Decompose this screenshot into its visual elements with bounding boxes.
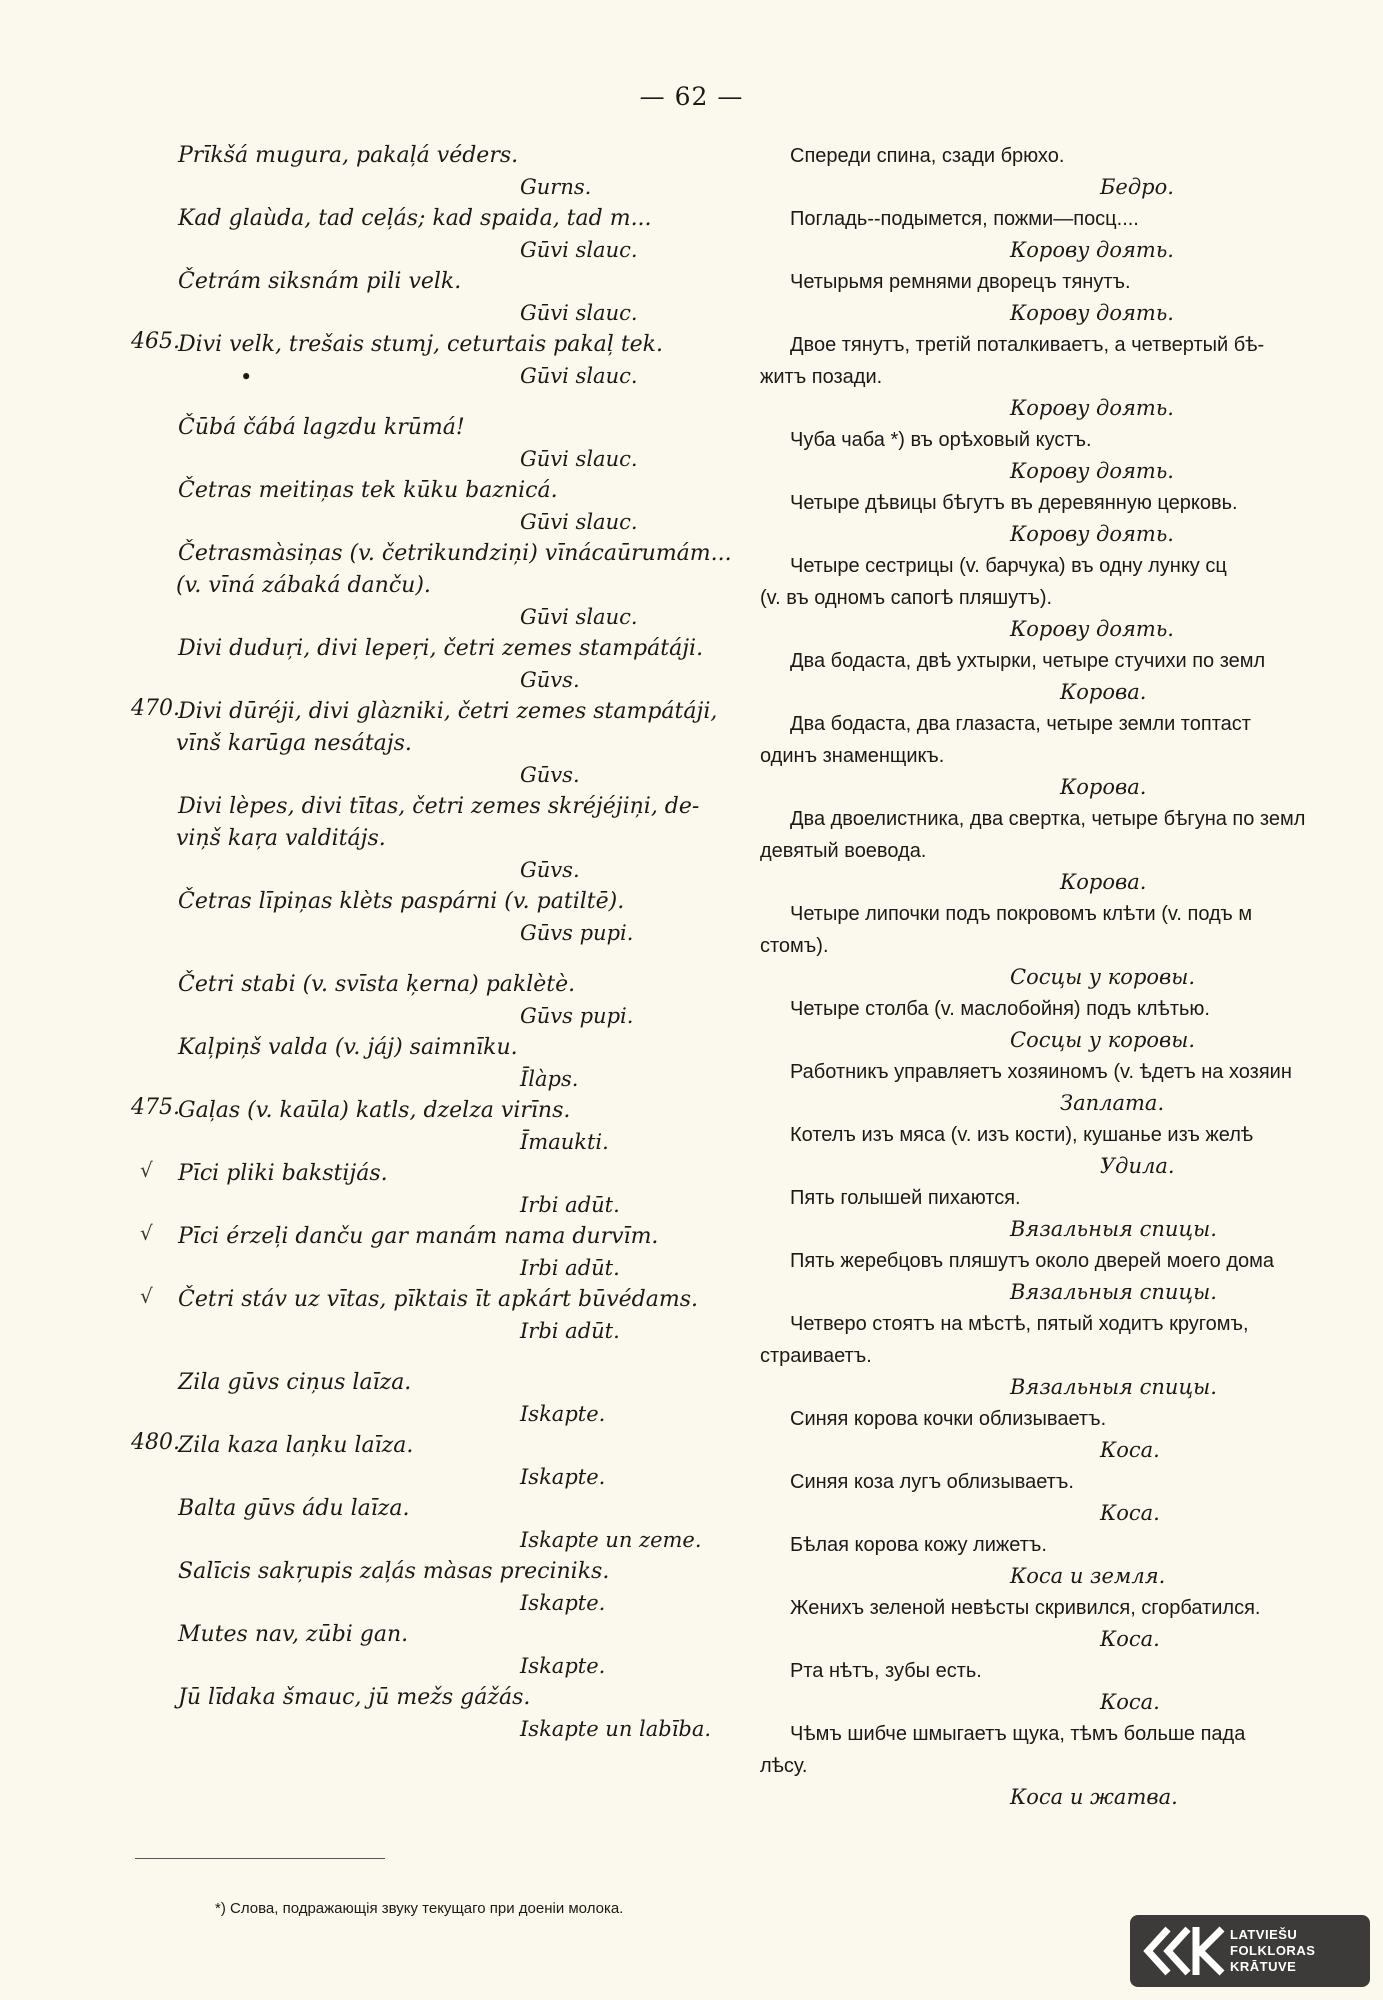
riddle-answer: Gūvi slauc. bbox=[520, 510, 638, 534]
riddle-text: Kad glaùda, tad ceļás; kad spaida, tad m... bbox=[178, 206, 652, 231]
riddle-text: Пять жеребцовъ пляшутъ около дверей моего дома bbox=[790, 1250, 1275, 1272]
riddle-answer: Коса. bbox=[1100, 1438, 1160, 1462]
riddle-answer: Gurns. bbox=[520, 175, 592, 199]
riddle-answer: Iskapte. bbox=[520, 1465, 606, 1489]
riddle-answer: Коса. bbox=[1100, 1627, 1160, 1651]
riddle-entry bbox=[760, 898, 1380, 993]
spacer bbox=[120, 949, 760, 969]
riddle-text: Четырьмя ремнями дворецъ тянутъ. bbox=[790, 271, 1131, 293]
riddle-text: стомъ). bbox=[760, 935, 829, 957]
riddle-text: житъ позади. bbox=[760, 366, 883, 388]
riddle-answer: Корова. bbox=[1060, 680, 1147, 704]
riddle-entry bbox=[120, 140, 760, 203]
riddle-entry bbox=[760, 708, 1380, 803]
riddle-answer: Gūvs pupi. bbox=[520, 921, 634, 945]
riddle-answer: Iskapte. bbox=[520, 1591, 606, 1615]
riddle-entry bbox=[760, 424, 1380, 487]
riddle-entry bbox=[760, 487, 1380, 550]
riddle-text: Синяя коза лугъ облизываетъ. bbox=[790, 1471, 1074, 1493]
riddle-entry bbox=[760, 1529, 1380, 1592]
riddle-entry bbox=[760, 1245, 1380, 1308]
riddle-text: Mutes nav, zūbi gan. bbox=[178, 1622, 409, 1647]
lfk-logo-icon bbox=[1130, 1915, 1230, 1987]
riddle-answer: Корову доять. bbox=[1010, 459, 1174, 483]
riddle-text: Divi lèpes, divi tītas, četri zemes skréjéjiņi, de- bbox=[178, 794, 700, 819]
riddle-text: Zila gūvs ciņus laīza. bbox=[178, 1370, 412, 1395]
riddle-text: vīnš karūga nesátajs. bbox=[176, 731, 412, 756]
archive-logo bbox=[1130, 1915, 1370, 1987]
riddle-answer: Gūvi slauc. bbox=[520, 447, 638, 471]
logo-line-1: LATVIEŠU bbox=[1230, 1927, 1298, 1942]
riddle-text: Pīci érzeļi danču gar manám nama durvīm. bbox=[178, 1224, 659, 1249]
riddle-answer: Īmaukti. bbox=[520, 1130, 609, 1154]
riddle-entry bbox=[120, 1430, 760, 1493]
riddle-text: Gaļas (v. kaūla) katls, dzelza virīns. bbox=[178, 1098, 571, 1123]
riddle-text: Četri stabi (v. svīsta ķerna) paklètè. bbox=[178, 972, 576, 997]
riddle-number: 480. bbox=[131, 1430, 180, 1455]
riddle-answer: Gūvs. bbox=[520, 858, 580, 882]
riddle-answer: Коса. bbox=[1100, 1501, 1160, 1525]
riddle-answer: Gūvs pupi. bbox=[520, 1004, 634, 1028]
riddle-text: Balta gūvs ádu laīza. bbox=[178, 1496, 410, 1521]
riddle-entry bbox=[120, 1493, 760, 1556]
riddle-answer: Коса. bbox=[1100, 1690, 1160, 1714]
riddle-text: Два бодаста, два глазаста, четыре земли топтаст bbox=[790, 713, 1251, 735]
riddle-text: Спереди спина, сзади брюхо. bbox=[790, 145, 1065, 167]
riddle-entry bbox=[760, 803, 1380, 898]
riddle-answer: Корова. bbox=[1060, 870, 1147, 894]
riddle-number: 470. bbox=[131, 696, 180, 721]
riddle-entry bbox=[120, 1095, 760, 1158]
riddle-text: Četrám siksnám pili velk. bbox=[178, 269, 462, 294]
riddle-text: Двое тянутъ, третій поталкиваетъ, а четвертый бѣ- bbox=[790, 334, 1265, 356]
riddle-text: Četras līpiņas klèts paspárni (v. patiltē). bbox=[178, 889, 625, 914]
riddle-entry bbox=[760, 1403, 1380, 1466]
riddle-text: Женихъ зеленой невѣсты скривился, сгорбатился. bbox=[790, 1597, 1261, 1619]
riddle-answer: Iskapte un labība. bbox=[520, 1717, 712, 1741]
riddle-text: Čūbá čábá lagzdu krūmá! bbox=[178, 415, 465, 440]
riddle-entry bbox=[120, 1158, 760, 1221]
riddle-answer: Gūvs. bbox=[520, 668, 580, 692]
riddle-entry bbox=[120, 412, 760, 475]
riddle-text: Рта нѣтъ, зубы есть. bbox=[790, 1660, 982, 1682]
spacer bbox=[120, 392, 760, 412]
riddle-answer: Gūvi slauc. bbox=[520, 238, 638, 262]
riddle-text: лѣсу. bbox=[760, 1755, 808, 1777]
riddle-text: Пять голышей пихаются. bbox=[790, 1187, 1021, 1209]
riddle-entry bbox=[120, 1221, 760, 1284]
riddle-answer: Īlàps. bbox=[520, 1067, 579, 1091]
riddle-answer: Корова. bbox=[1060, 775, 1147, 799]
riddle-answer: Корову доять. bbox=[1010, 396, 1174, 420]
riddle-answer: Удила. bbox=[1100, 1154, 1175, 1178]
check-mark: √ bbox=[140, 1158, 153, 1182]
riddle-text: Zila kaza laņku laīza. bbox=[178, 1433, 414, 1458]
logo-line-2: FOLKLORAS bbox=[1230, 1943, 1316, 1958]
riddle-text: (v. въ одномъ сапогѣ пляшутъ). bbox=[760, 587, 1053, 609]
riddle-text: Četrasmàsiņas (v. četrikundziņi) vīnácaūrumám... bbox=[178, 541, 732, 566]
riddle-text: (v. vīná zábaká danču). bbox=[176, 573, 431, 598]
riddle-answer: Gūvi slauc. bbox=[520, 605, 638, 629]
riddle-answer: Корову доять. bbox=[1010, 301, 1174, 325]
riddle-text: Бѣлая корова кожу лижетъ. bbox=[790, 1534, 1047, 1556]
riddle-text: Котелъ изъ мяса (v. изъ кости), кушанье изъ желѣ bbox=[790, 1124, 1254, 1146]
riddle-text: Четверо стоятъ на мѣстѣ, пятый ходитъ кругомъ, bbox=[790, 1313, 1249, 1335]
riddle-text: Divi duduŗi, divi lepeŗi, četri zemes stampátáji. bbox=[178, 636, 704, 661]
check-mark: √ bbox=[140, 1284, 153, 1308]
riddle-text: Četri stáv uz vītas, pīktais īt apkárt būvédams. bbox=[178, 1287, 698, 1312]
riddle-entry bbox=[120, 538, 760, 633]
riddle-answer: Iskapte. bbox=[520, 1402, 606, 1426]
riddle-answer: Заплата. bbox=[1060, 1091, 1165, 1115]
riddle-text: Pīci pliki bakstijás. bbox=[178, 1161, 388, 1186]
riddle-answer: Gūvs. bbox=[520, 763, 580, 787]
riddle-text: Kaļpiņš valda (v. jáj) saimnīku. bbox=[178, 1035, 518, 1060]
riddle-text: viņš kaŗa valditájs. bbox=[176, 826, 386, 851]
riddle-text: одинъ знаменщикъ. bbox=[760, 745, 945, 767]
riddle-text: Два двоелистника, два свертка, четыре бѣгуна по земл bbox=[790, 808, 1306, 830]
riddle-text: Divi dūréji, divi glàzniki, četri zemes stampátáji, bbox=[178, 699, 718, 724]
riddle-entry bbox=[120, 633, 760, 696]
riddle-text: Чуба чаба *) въ орѣховый кустъ. bbox=[790, 429, 1092, 451]
riddle-entry bbox=[120, 203, 760, 266]
riddle-entry bbox=[120, 1284, 760, 1347]
logo-line-3: KRĀTUVE bbox=[1230, 1959, 1297, 1974]
riddle-text: страиваетъ. bbox=[760, 1345, 872, 1367]
riddle-entry bbox=[760, 266, 1380, 329]
riddle-entry bbox=[120, 266, 760, 329]
riddle-text: Četras meitiņas tek kūku baznicá. bbox=[178, 478, 558, 503]
riddle-text: Salīcis sakŗupis zaļás màsas preciniks. bbox=[178, 1559, 610, 1584]
riddle-answer: Коса и жатва. bbox=[1010, 1785, 1178, 1809]
riddle-entry: 465. Divi velk, trešais stumj, ceturtais pakaļ tek. Gūvi slauc. • bbox=[120, 329, 760, 392]
riddle-entry bbox=[760, 1466, 1380, 1529]
riddle-answer: Irbi adūt. bbox=[520, 1319, 620, 1343]
riddle-answer: Сосцы у коровы. bbox=[1010, 965, 1196, 989]
riddle-text: Погладь--подымется, пожми—посц.... bbox=[790, 208, 1139, 230]
riddle-answer: Irbi adūt. bbox=[520, 1193, 620, 1217]
riddle-entry bbox=[120, 791, 760, 886]
riddle-answer: Вязальныя спицы. bbox=[1010, 1217, 1217, 1241]
riddle-answer: Iskapte. bbox=[520, 1654, 606, 1678]
riddle-entry bbox=[120, 696, 760, 791]
riddle-entry bbox=[120, 475, 760, 538]
riddle-answer: Iskapte un zeme. bbox=[520, 1528, 702, 1552]
riddle-text: Работникъ управляетъ хозяиномъ (v. ѣдетъ на хозяин bbox=[790, 1061, 1292, 1083]
riddle-number: 475. bbox=[131, 1095, 180, 1120]
check-mark: √ bbox=[140, 1221, 153, 1245]
riddle-answer: Корову доять. bbox=[1010, 617, 1174, 641]
riddle-entry bbox=[120, 1367, 760, 1430]
riddle-entry bbox=[120, 1032, 760, 1095]
riddle-answer: Gūvi slauc. bbox=[520, 364, 638, 388]
riddle-text: Четыре столба (v. маслобойня) подъ клѣтью. bbox=[790, 998, 1210, 1020]
footnote-rule bbox=[135, 1858, 385, 1859]
riddle-entry bbox=[760, 1718, 1380, 1813]
riddle-text: Четыре липочки подъ покровомъ клѣти (v. подъ м bbox=[790, 903, 1253, 925]
riddle-entry bbox=[760, 1655, 1380, 1718]
riddle-answer: Корову доять. bbox=[1010, 522, 1174, 546]
riddle-entry bbox=[120, 1682, 760, 1745]
riddle-entry bbox=[760, 1119, 1380, 1182]
riddle-entry bbox=[760, 329, 1380, 424]
riddle-entry bbox=[760, 1592, 1380, 1655]
riddle-text: Чѣмъ шибче шмыгаетъ щука, тѣмъ больше пада bbox=[790, 1723, 1246, 1745]
riddle-entry bbox=[120, 1619, 760, 1682]
footnote: *) Слова, подражающія звуку текущаго при доеніи молока. bbox=[215, 1900, 624, 1917]
russian-column bbox=[760, 140, 1380, 1813]
riddle-text: девятый воевода. bbox=[760, 840, 927, 862]
riddle-text: Jū līdaka šmauc, jū mežs gážás. bbox=[178, 1685, 531, 1710]
riddle-entry bbox=[760, 550, 1380, 645]
riddle-answer: Бедро. bbox=[1100, 175, 1174, 199]
latvian-column bbox=[120, 140, 760, 1745]
riddle-entry bbox=[760, 1182, 1380, 1245]
riddle-text: Divi velk, trešais stumj, ceturtais pakaļ tek. bbox=[178, 332, 664, 357]
riddle-number: 465. bbox=[131, 329, 180, 354]
riddle-answer: Вязальныя спицы. bbox=[1010, 1280, 1217, 1304]
riddle-entry bbox=[760, 645, 1380, 708]
riddle-answer: Irbi adūt. bbox=[520, 1256, 620, 1280]
riddle-entry bbox=[760, 140, 1380, 203]
riddle-text: Синяя корова кочки облизываетъ. bbox=[790, 1408, 1107, 1430]
riddle-entry bbox=[120, 886, 760, 949]
riddle-answer: Корову доять. bbox=[1010, 238, 1174, 262]
spacer bbox=[120, 1347, 760, 1367]
riddle-entry bbox=[760, 1308, 1380, 1403]
riddle-answer: Gūvi slauc. bbox=[520, 301, 638, 325]
riddle-answer: Сосцы у коровы. bbox=[1010, 1028, 1196, 1052]
riddle-text: Четыре дѣвицы бѣгутъ въ деревянную церковь. bbox=[790, 492, 1238, 514]
riddle-entry bbox=[760, 1056, 1380, 1119]
page-number: — 62 — bbox=[639, 82, 744, 111]
logo-text bbox=[1230, 1927, 1315, 1975]
riddle-entry bbox=[120, 969, 760, 1032]
riddle-text: Четыре сестрицы (v. барчука) въ одну лунку сц bbox=[790, 555, 1227, 577]
riddle-text: Два бодаста, двѣ ухтырки, четыре стучихи по земл bbox=[790, 650, 1266, 672]
riddle-entry bbox=[760, 203, 1380, 266]
riddle-entry bbox=[760, 993, 1380, 1056]
riddle-entry bbox=[120, 1556, 760, 1619]
riddle-answer: Вязальныя спицы. bbox=[1010, 1375, 1217, 1399]
riddle-text: Prīkšá mugura, pakaļá véders. bbox=[178, 143, 519, 168]
riddle-answer: Коса и земля. bbox=[1010, 1564, 1166, 1588]
